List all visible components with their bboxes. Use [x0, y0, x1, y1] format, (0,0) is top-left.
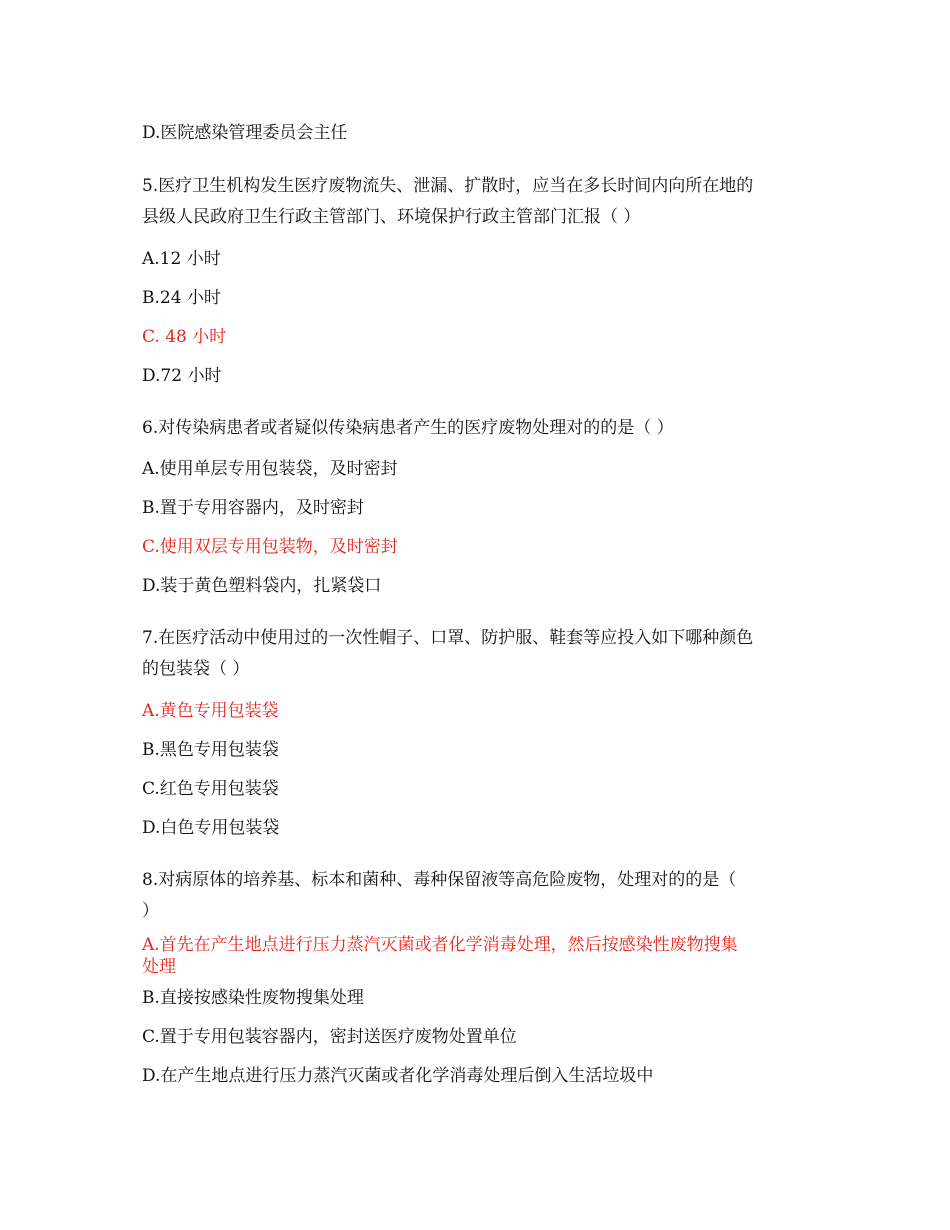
option-6d: D.装于黄色塑料袋内，扎紧袋口 [142, 576, 382, 596]
option-5d: D.72 小时 [142, 366, 222, 386]
option-8c: C.置于专用包装容器内，密封送医疗废物处置单位 [142, 1027, 517, 1047]
question-7-line-1: 7.在医疗活动中使用过的一次性帽子、口罩、防护服、鞋套等应投入如下哪种颜色 [142, 628, 754, 648]
option-6c-answer: C.使用双层专用包装物，及时密封 [142, 537, 398, 557]
option-7d: D.白色专用包装袋 [142, 818, 280, 838]
question-8-line-2: ） [142, 901, 159, 921]
option-5c-answer: C. 48 小时 [142, 327, 227, 347]
option-8a-answer-line-1: A.首先在产生地点进行压力蒸汽灭菌或者化学消毒处理，然后按感染性废物搜集 [142, 935, 738, 955]
question-6: 6.对传染病患者或者疑似传染病患者产生的医疗废物处理对的的是（ ） [142, 418, 674, 438]
question-5-line-2: 县级人民政府卫生行政主管部门、环境保护行政主管部门汇报（ ） [142, 207, 641, 227]
question-8-line-1: 8.对病原体的培养基、标本和菌种、毒种保留液等高危险废物，处理对的的是（ [142, 870, 737, 890]
option-7c: C.红色专用包装袋 [142, 779, 279, 799]
option-8b: B.直接按感染性废物搜集处理 [142, 988, 364, 1008]
option-8a-answer-line-2: 处理 [142, 957, 176, 977]
option-6a: A.使用单层专用包装袋，及时密封 [142, 459, 398, 479]
option-5a: A.12 小时 [142, 249, 221, 269]
option-6b: B.置于专用容器内，及时密封 [142, 498, 364, 518]
option-5b: B.24 小时 [142, 288, 221, 308]
option-8d: D.在产生地点进行压力蒸汽灭菌或者化学消毒处理后倒入生活垃圾中 [142, 1066, 654, 1086]
option-7a-answer: A.黄色专用包装袋 [142, 701, 279, 721]
question-5-line-1: 5.医疗卫生机构发生医疗废物流失、泄漏、扩散时，应当在多长时间内向所在地的 [142, 176, 754, 196]
option-7b: B.黑色专用包装袋 [142, 740, 279, 760]
option-4d: D.医院感染管理委员会主任 [142, 123, 348, 143]
question-7-line-2: 的包装袋（ ） [142, 659, 250, 679]
